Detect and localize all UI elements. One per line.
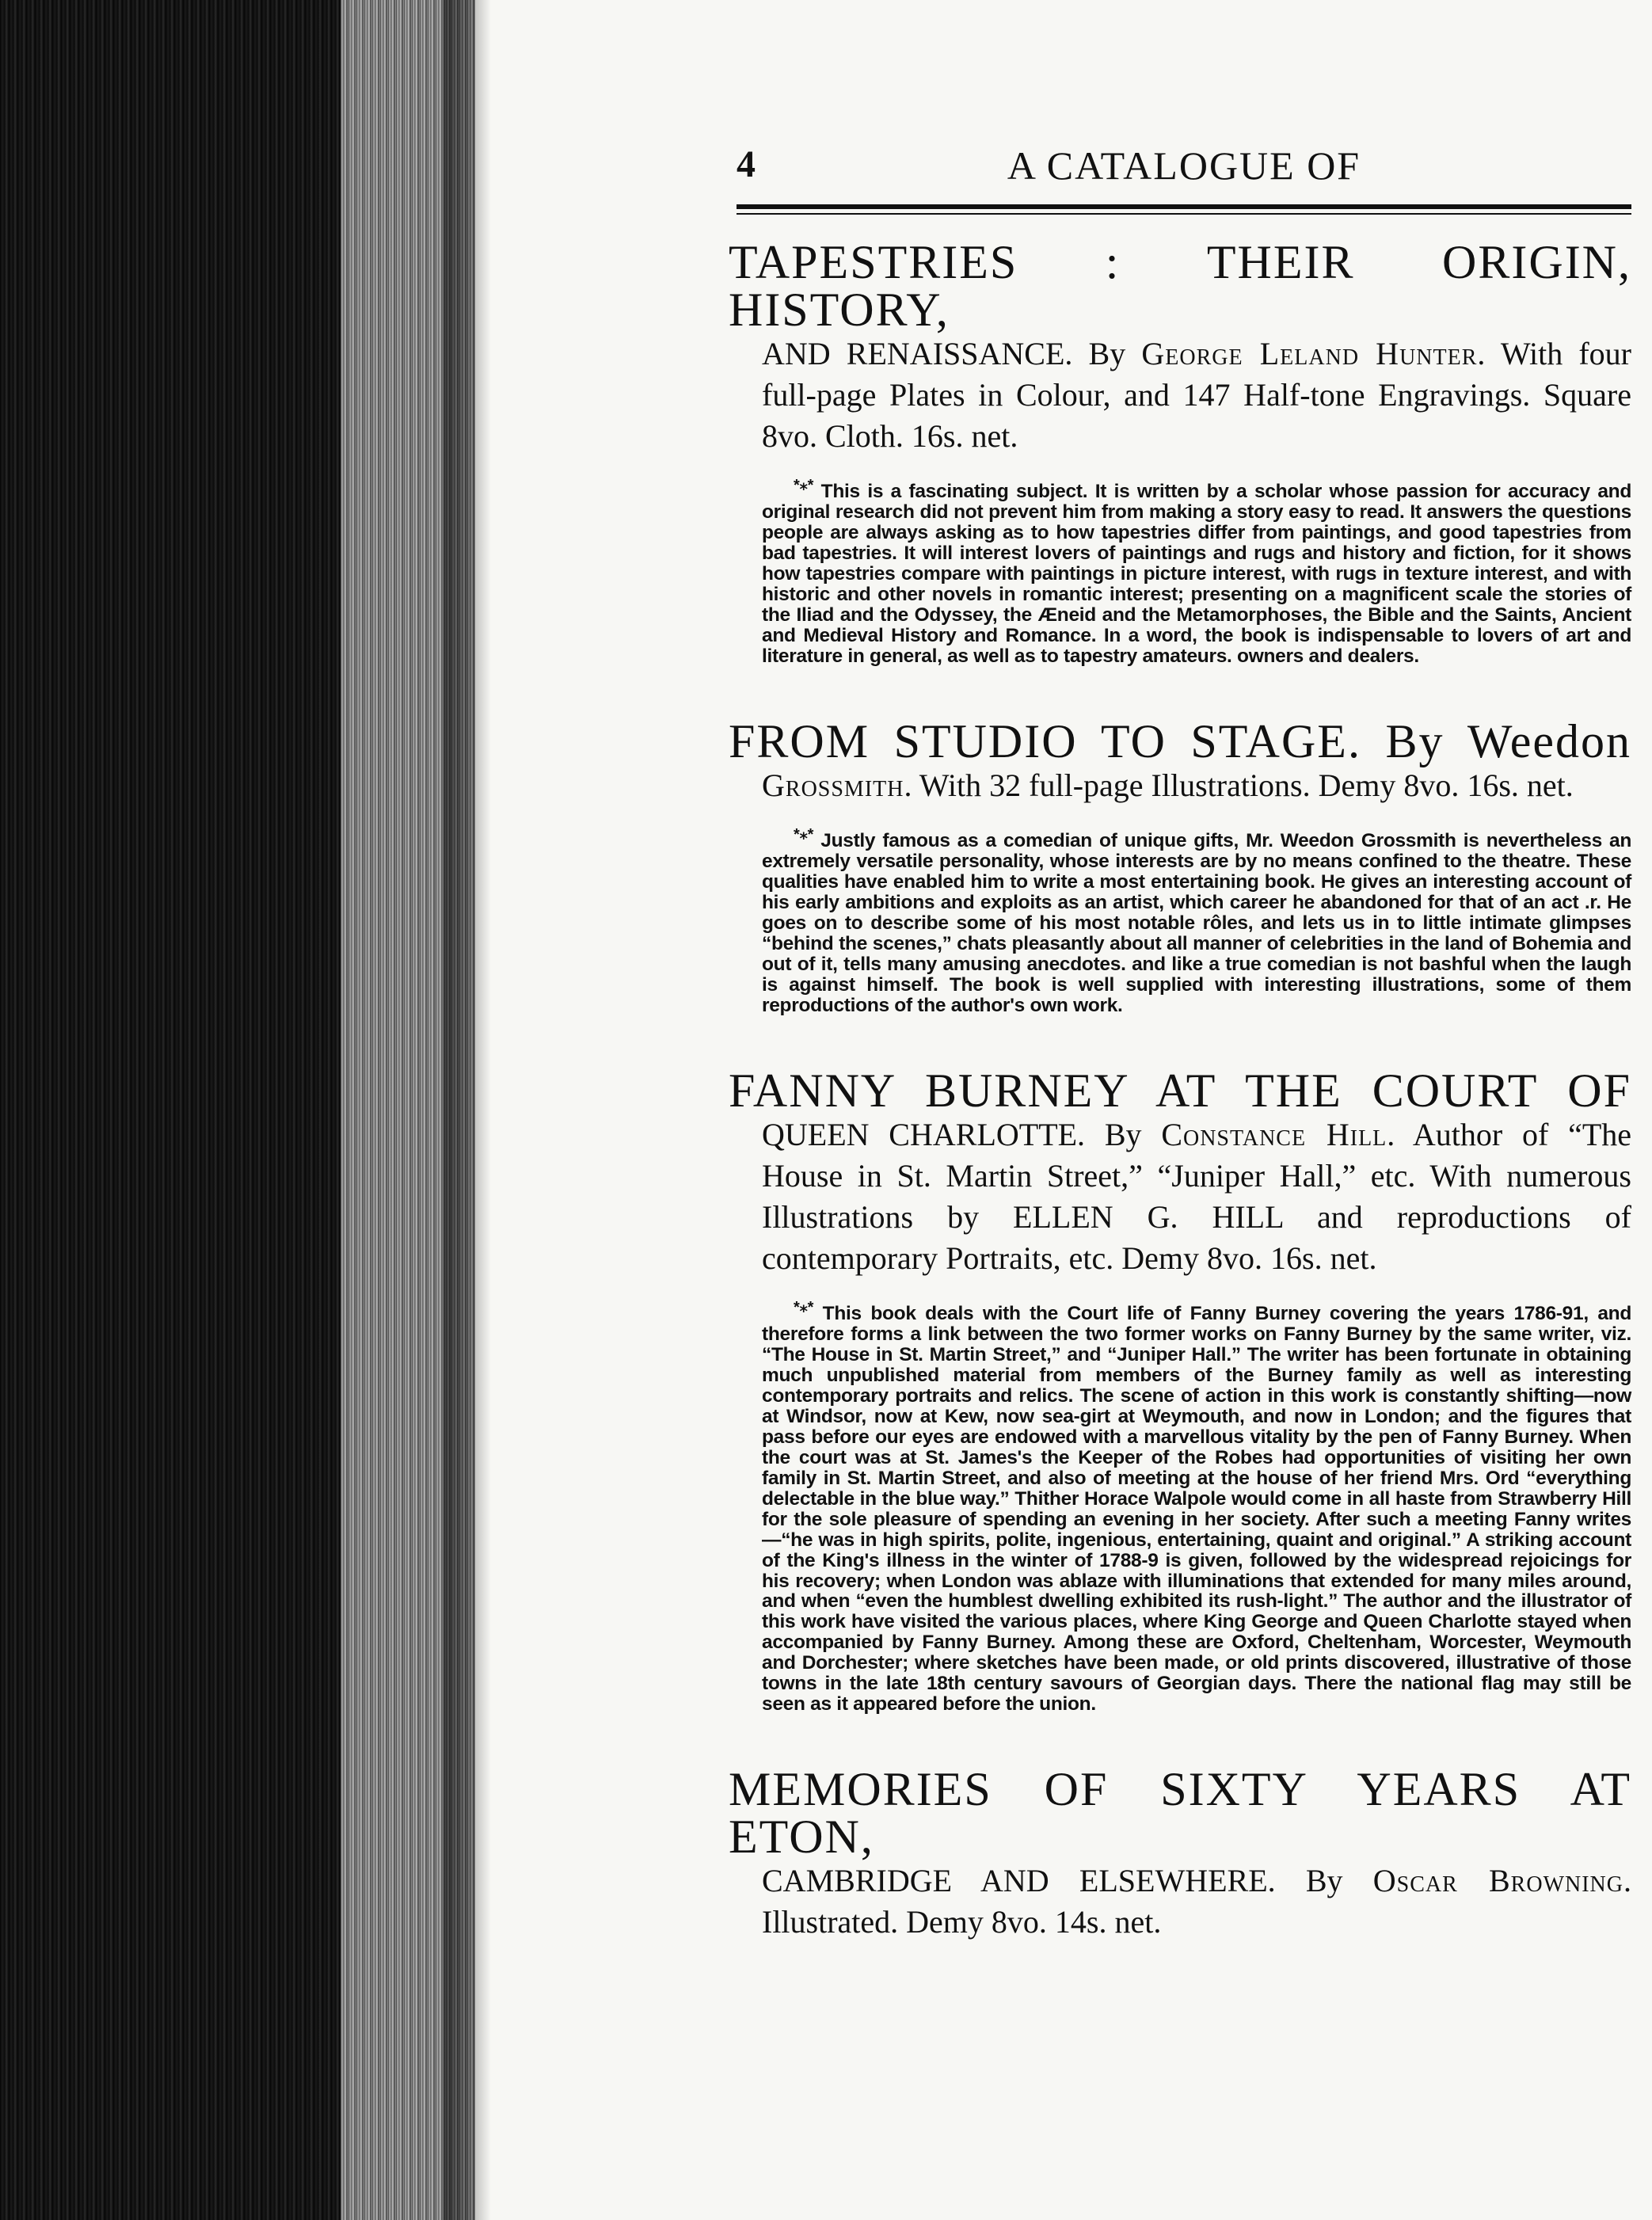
catalogue-entry xyxy=(729,714,1631,1016)
asterism: *⁎* xyxy=(794,825,814,843)
header-rule-thin xyxy=(737,213,1631,215)
running-head xyxy=(737,143,1631,198)
book-page xyxy=(475,0,1652,2220)
entry-details xyxy=(762,1860,1631,1943)
entry-details-post: . With 32 full-page Illustrations. Demy 8vo. 16s. net. xyxy=(904,767,1574,803)
entry-details-pre: QUEEN CHARLOTTE. By xyxy=(762,1116,1162,1152)
entry-details-post: . With four full-page Plates in Colour, and 147 Half-tone Engravings. Square 8vo. Cloth. 16s. net. xyxy=(762,336,1631,454)
entry-details xyxy=(762,765,1631,806)
entry-description-text: This is a fascinating subject. It is written by a scholar whose passion for accuracy and original research did not prevent him from making a story easy to read. It answers the questions people are always asking as to how tapestries differ from paintings, and good tapestries from bad tapestries. It will interest lovers of paintings and rugs and history and fiction, for it shows how tapestries compare with paintings in picture interest, with rugs in texture interest, and with historic and other novels in romantic interest; presenting on a magnificent scale the stories of the Iliad and the Odyssey, the Æneid and the Metamorphoses, the Bible and the Saints, Ancient and Medieval History and Romance. In a word, the book is indispensable to lovers of art and literature in general, as well as to tapestry amateurs. owners and dealers. xyxy=(762,481,1631,667)
catalogue-entry xyxy=(729,1763,1631,1943)
entry-details-post: . Author of “The House in St. Martin Street,” “Juniper Hall,” etc. With numerous Illustrations by ELLEN G. HILL and reproductions of contemporary Portraits, etc. Demy 8vo. 16s. net. xyxy=(762,1116,1632,1276)
entry-author: Oscar Browning xyxy=(1372,1863,1623,1899)
page-number: 4 xyxy=(737,143,756,185)
catalogue-entry xyxy=(729,236,1631,667)
running-title: A CATALOGUE OF xyxy=(1007,143,1361,188)
entry-description-text: Justly famous as a comedian of unique gifts, Mr. Weedon Grossmith is nevertheless an extremely versatile personality, whose interests are by no means confined to the theatre. These qualities have enabled him to write a most entertaining book. He gives an interesting account of his early ambitions and exploits as an artist, which career he abandoned for that of an act .r. He goes on to describe some of his most notable rôles, and lets us in to little intimate glimpses “behind the scenes,” chats pleasantly about all manner of celebrities in the land of Bohemia and out of it, tells many amusing anecdotes. and like a true comedian is not bashful when the laugh is against himself. The book is well supplied with interesting illustrations, some of them reproductions of the author's own work. xyxy=(762,830,1631,1016)
entry-description xyxy=(762,478,1631,667)
entry-author: George Leland Hunter xyxy=(1141,336,1478,371)
asterism: *⁎* xyxy=(794,477,814,494)
page-content xyxy=(729,143,1632,1993)
entry-details-post: . Illustrated. Demy 8vo. 14s. net. xyxy=(762,1863,1631,1940)
entry-author: Constance Hill xyxy=(1161,1116,1387,1152)
entry-description xyxy=(762,1300,1631,1715)
entry-description-text: This book deals with the Court life of Fanny Burney covering the years 1786-91, and therefore forms a link between the two former works on Fanny Burney by the same writer, viz. “The House in St. Martin Street,” and “Juniper Hall.” The writer has been fortunate in obtaining much unpublished material from members of the Burney family as well as interesting contemporary portraits and relics. The scene of action in this work is constantly shifting—now at Windsor, now at Kew, now sea-girt at Weymouth, and now in London; and the figures that pass before our eyes are endowed with a marvellous vitality by the pen of Fanny Burney. When the court was at St. James's the Keeper of the Robes had opportunities of visiting her own family in St. Martin Street, and also of meeting at the house of her friend Mrs. Ord “everything delectable in the blue way.” Thither Horace Walpole would come in all haste from Strawberry Hill for the sole pleasure of spending an evening in her society. After such a meeting Fanny writes—“he was in high spirits, polite, ingenious, entertaining, quaint and original.” A striking account of the King's illness in the winter of 1788-9 is given, followed by the widespread rejoicings for his recovery; when London was ablaze with illuminations that extended for many miles around, and when “even the humblest dwelling exhibited its rush-light.” The author and the illustrator of this work have visited the various places, where King George and Queen Charlotte stayed when accompanied by Fanny Burney. Among these are Oxford, Cheltenham, Worcester, Weymouth and Dorchester; where sketches have been made, or old prints discovered, illustrative of those towns in the late 18th century savours of Georgian days. There the national flag may still be seen as it appeared before the union. xyxy=(762,1302,1631,1715)
entry-details xyxy=(762,1114,1631,1279)
entry-details xyxy=(762,333,1631,457)
entry-description xyxy=(762,827,1631,1016)
entry-title: FANNY BURNEY AT THE COURT OF xyxy=(729,1064,1631,1117)
entry-author: Grossmith xyxy=(762,767,904,803)
catalogue-entry xyxy=(729,1064,1632,1715)
entry-title: MEMORIES OF SIXTY YEARS AT ETON, xyxy=(729,1763,1631,1864)
entry-details-pre: CAMBRIDGE AND ELSEWHERE. By xyxy=(762,1863,1373,1899)
header-rule-thick xyxy=(737,204,1631,209)
entry-title: FROM STUDIO TO STAGE. By Weedon xyxy=(729,714,1631,767)
gutter-shadow xyxy=(443,0,491,2220)
entry-details-pre: AND RENAISSANCE. By xyxy=(762,336,1142,371)
asterism: *⁎* xyxy=(794,1298,814,1316)
entry-title: TAPESTRIES : THEIR ORIGIN, HISTORY, xyxy=(729,236,1631,336)
